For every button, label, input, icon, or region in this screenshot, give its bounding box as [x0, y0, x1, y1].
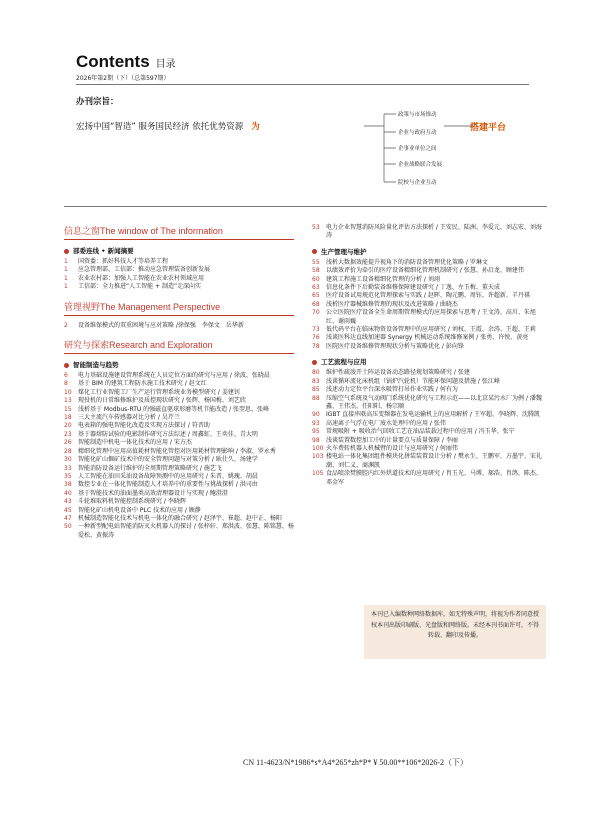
toc-entry-title: 浅谈医科达直线加速器 Synergy 机械运动系统维修案例 / 张勇、许悦、黄亮 [326, 334, 529, 342]
toc-page-number: 65 [312, 292, 320, 300]
toc-entry-title: 煤化工行业智能工厂生产运行管理系统业务模型研究 / 姜建钊 [78, 388, 240, 396]
toc-entry [64, 275, 294, 283]
toc-entry-title: 精细化管理中应用高值耗材智能化管控对医用耗材管理影响 / 李淑、罗永秀 [78, 447, 276, 455]
toc-entry [64, 481, 294, 489]
toc-entry [64, 422, 294, 430]
mission-title: 办刊宗旨： [76, 97, 119, 107]
toc-page-number: 80 [312, 369, 320, 377]
toc-entry-title: 机械制造智能化技术与机电一体化的融合研究 / 赵泽宇、崔超、赵中正、杨阳 [78, 514, 282, 522]
cn-code: CN 11-4623/N*1986*s*A4*265*zh*P* ¥ 50.00**106*2026-2（下） [243, 758, 469, 767]
toc-page-number: 40 [64, 489, 72, 497]
section-management [64, 300, 294, 316]
toc-entry-title: 浅析医疗器械维修管理的现状及改进策略 / 曲晓杰 [326, 300, 458, 308]
subsection-process: 工艺流程与应用 [312, 357, 547, 366]
toc-page-number: 105 [312, 470, 324, 478]
section-management-en: The Management Perspective [100, 301, 221, 312]
contents-title-zh: 目录 [155, 59, 176, 70]
toc-entry-title: 浅析基于 Modbus-RTU 的强磁直驱球形磨等机节能改造 / 张翌思、张峰 [78, 405, 269, 413]
toc-entry [64, 406, 294, 414]
toc-entry [312, 395, 547, 412]
left-column [64, 224, 294, 540]
toc-entry [64, 397, 294, 405]
toc-entry-title: 智能化矿山掘矿技术中的安全管理问题与对策分析 / 耿仕久、汤建学 [78, 456, 258, 464]
toc-entry-title: 浅述动力定位平台深水吸管打吊作业实践 / 何有为 [326, 386, 458, 394]
toc-page-number: 63 [312, 284, 320, 292]
toc-entry-title: 斗轮堆取料机智能控制系统研究 / 李晓辉 [78, 498, 186, 506]
toc-entry-title: 应急管理部、工信部：推动应急管理装备创新发展 [78, 266, 211, 274]
toc-page-number: 83 [312, 377, 320, 385]
toc-entry-title: 电表箱的强电智能化改造及实现方法探讨 / 符晋助 [78, 422, 210, 430]
mission-slogan [76, 120, 260, 132]
process-list [312, 369, 547, 487]
toc-entry-title: 基于智能技术的油面墨类高效清理器设计与实现 / 鲍澄澄 [78, 489, 228, 497]
contents-title: Contents [76, 52, 150, 71]
toc-entry-title: 火车费转机器人机械臂的设计与应用研究 / 何丽伟 [326, 444, 458, 452]
copyright-notice: 本刊已入编数种网络数据库，如无特殊声明，将视为作者同意授权本刊出版印刷版、光盘版和网络版。未经本刊书面许可，不得转载、翻印及传播。 [364, 605, 546, 659]
production-list [312, 259, 547, 351]
toc-entry [64, 380, 294, 388]
research-list [64, 372, 294, 540]
section-management-zh: 管理视野 [64, 302, 101, 313]
toc-entry [312, 309, 547, 326]
toc-page-number: 53 [312, 224, 320, 231]
mission-platform: 搭建平台 [470, 123, 507, 133]
toc-page-number: 98 [312, 436, 320, 444]
toc-page-number: 26 [64, 439, 72, 447]
toc-page-number: 70 [312, 309, 320, 317]
toc-page-number: 95 [312, 428, 320, 436]
mission-divider [64, 206, 547, 207]
toc-page-number: 50 [64, 523, 72, 531]
header-divider [76, 84, 529, 85]
mission-branch-5: 院校与企业互动 [398, 180, 437, 186]
toc-page-number: 78 [312, 342, 320, 350]
toc-entry [64, 389, 294, 397]
toc-entry-title: 工信部：全力推进“人工智能 + 制造”走深向实 [78, 283, 202, 291]
toc-entry-title: 智能消防设备运行维护的全周期管理策略研究 / 施艺飞 [78, 464, 222, 472]
toc-entry-title: 医疗设备试用规范化管理探索与实践 / 赵晖、陶元鹏、周钰、许超新、羊丹祺 [326, 292, 530, 300]
toc-entry-title: 基于 BIM 的建筑工程防水施工技术研究 / 赵文红 [78, 380, 207, 388]
toc-page-number: 76 [312, 334, 320, 342]
toc-page-number: 55 [312, 258, 320, 266]
toc-page-number: 68 [312, 300, 320, 308]
toc-entry [64, 448, 294, 456]
toc-page-number: 35 [64, 472, 72, 480]
toc-entry [312, 437, 547, 445]
toc-page-number: 8 [64, 380, 68, 388]
toc-entry-title: 三大主流汽车传感器对比分析 / 吴芹兰 [78, 414, 180, 422]
toc-entry-title: 电力企业智慧消防风险量化评估方法探析 / 王安民、陆洲、李爱元、刘志宏、刘海涛 [326, 224, 542, 240]
toc-entry [312, 343, 547, 351]
management-list [64, 322, 294, 330]
toc-entry-title: 信息化条件下后勤装备维修保障建设研究 / 丁逸、左玉梅、董天成 [326, 284, 500, 292]
toc-entry-title: 设备维保模式的双重困境与应对策略 /徐保强 李保文 岳华新 [78, 321, 244, 329]
toc-entry [64, 490, 294, 498]
toc-entry [64, 439, 294, 447]
section-research [64, 338, 294, 354]
toc-page-number: 15 [64, 405, 72, 413]
toc-entry-title: 楼电站一体化集团组件模块化拼装装置设计分析 / 樊永生、王鹏军、方墨宇、宋礼潮、刘仁义、商渊凯 [326, 453, 542, 469]
continued-list [312, 224, 547, 241]
toc-page-number: 18 [64, 414, 72, 422]
toc-entry-title: 常规吸附 + 吸收治气回收工艺在油品装载过程中的应用 / 冯玉华、张宁 [326, 428, 515, 436]
toc-entry [64, 523, 294, 540]
toc-entry-title: 高速离子气浮在电厂废水处理中的应用 / 张伟 [326, 419, 446, 427]
toc-page-number: 47 [64, 514, 72, 522]
subsection-news: 部委连线 • 新闻摘要 [64, 246, 294, 255]
toc-page-number: 1 [64, 266, 68, 274]
toc-page-number: 6 [64, 372, 68, 380]
toc-entry [312, 276, 547, 284]
toc-page-number: 85 [312, 386, 320, 394]
toc-entry [64, 283, 294, 291]
toc-entry-title: 低代码平台在临床物资设备管理中的应用研究 / 刘权、王霞、余涛、王超、王莉 [326, 326, 536, 334]
slogan-text: 宏扬中国“智造” 服务国民经济 依托优势资源 [76, 122, 244, 132]
toc-page-number: 90 [312, 411, 320, 419]
section-info-window [64, 224, 294, 240]
toc-page-number: 43 [64, 498, 72, 506]
toc-entry [312, 292, 547, 300]
toc-page-number: 38 [64, 481, 72, 489]
toc-page-number: 88 [312, 394, 320, 402]
toc-entry-title: 医院医疗设备维修管理现状分析与策略优化 / 彭向锋 [326, 342, 464, 350]
subsection-smart-manufacturing: 智能制造与趋势 [64, 360, 294, 369]
toc-entry [312, 301, 547, 309]
mission-branch-1: 政策与市场推动 [398, 112, 437, 118]
news-list [64, 258, 294, 292]
toc-entry-title: 食品喷涂焚膜腔内红外烘道技术的应用研究 / 肖玉光、马博、郝浩、肖鸽、陈杰、邓金军 [326, 470, 542, 486]
subsection-production: 生产管理与维护 [312, 247, 547, 256]
mission-branch-2: 企业与政府互动 [398, 130, 437, 136]
toc-entry-title: 智能化矿山机电设备中 PLC 技术的应用 / 顾静 [78, 506, 201, 514]
toc-page-number: 60 [312, 275, 320, 283]
toc-entry-title: 电力基础设施建设管理系统在人员定位方面的研究与应用 / 徐波、张晓晨 [78, 372, 270, 380]
mission-branch-3: 企事业单位之间 [398, 146, 437, 152]
toc-page-number: 45 [64, 506, 72, 514]
toc-entry-title: 国资委：抓好科技人才等培养工程 [78, 258, 169, 265]
toc-entry [64, 507, 294, 515]
toc-entry-title: 数控专业在一体化智能制造人才培养中的重要性与挑战探析 / 洪司由 [78, 481, 258, 489]
toc-entry-title: 智能制造中机电一体化技术的应用 / 宋方杰 [78, 439, 192, 447]
toc-entry [312, 420, 547, 428]
toc-entry-title: 浅谈装置数控加工中的计量要点与质量保障 / 李丽 [326, 436, 458, 444]
toc-entry [64, 498, 294, 506]
toc-page-number: 13 [64, 397, 72, 405]
toc-entry-title: 建筑工程施工设备精细化管理的分析 / 刘翊 [326, 275, 440, 283]
toc-page-number: 33 [64, 464, 72, 472]
toc-entry [312, 386, 547, 394]
toc-entry-title: 农业农村部：加强人工智能在农业农村领域应用 [78, 274, 205, 282]
toc-page-number: 1 [64, 258, 68, 265]
toc-page-number: 28 [64, 447, 72, 455]
toc-page-number: 10 [64, 388, 72, 396]
section-info-window-en: The window of The information [100, 226, 223, 236]
issue-info: 2026年第2期（下）（总第597期） [76, 75, 170, 82]
toc-entry [312, 411, 547, 419]
toc-entry [312, 224, 547, 241]
slogan-wei: 为 [251, 122, 260, 132]
toc-entry [312, 428, 547, 436]
toc-page-number: 73 [312, 326, 320, 334]
toc-entry [64, 266, 294, 274]
toc-entry-title: 浅谈循环流化床机组（锅炉汽轮机）节能环保问题及措施 / 张江峰 [326, 377, 500, 385]
toc-entry [64, 322, 294, 330]
toc-page-number: 1 [64, 274, 68, 282]
toc-page-number: 1 [64, 283, 68, 291]
toc-entry-title: 现役机的日常维修维护及质控现状研究 / 张辉、杨国梅、刘艺欣 [78, 397, 246, 405]
toc-page-number: 93 [312, 419, 320, 427]
toc-entry-title: 以绩效评价为牵引的医疗设备精细化管理机制研究 / 张慧、孙启龙、顾建伟 [326, 267, 524, 275]
toc-entry [312, 453, 547, 470]
toc-page-number: 100 [312, 444, 324, 452]
toc-entry-title: 压缩空气系统及气动阀门系统优化研究与工程示范——以北京某污水厂为例 / 潘魏鑫、王伟杰、任阳阳、杨宗顺 [326, 394, 542, 410]
section-info-window-zh: 信息之窗 [64, 227, 101, 237]
toc-entry [312, 369, 547, 377]
toc-page-number: 103 [312, 453, 324, 461]
toc-entry-title: 人工智能在油田采油设备故障预测中的应用研究 / 朱晋、姚瑰、胡晨 [78, 472, 258, 480]
right-column [312, 224, 547, 487]
toc-page-number: 2 [64, 321, 68, 329]
toc-entry [312, 334, 547, 342]
toc-entry [64, 465, 294, 473]
section-research-zh: 研究与探索 [64, 341, 110, 352]
toc-entry [312, 259, 547, 267]
section-research-en: Research and Exploration [109, 340, 213, 351]
toc-entry-title: 浅析大数据效能提升视角下的消防设备管理优化策略 / 罗琳文 [326, 258, 488, 266]
toc-entry [312, 267, 547, 275]
contents-header [76, 52, 176, 82]
toc-entry-title: 公立医院医疗设备全生命周期管理模式的应用探索与思考 / 王文涛、高川、朱旭红、谢雨巍 [326, 309, 536, 325]
toc-entry-title: IGBT 直接串联高压变频器在发电运输机上的应用解析 / 王军超、李晓辉、沈腾凯 [326, 411, 540, 419]
toc-entry [312, 470, 547, 487]
toc-entry [64, 456, 294, 464]
toc-entry-title: 一种新型配电站智能消防灭火机器人的探讨 / 张梓轩、郑洪波、张慧、陈铭慧、杨爱松、黄振涛 [78, 523, 294, 539]
mission-branch-4: 企业战略联合发展 [398, 162, 443, 168]
toc-page-number: 58 [312, 267, 320, 275]
toc-entry [312, 378, 547, 386]
toc-page-number: 30 [64, 456, 72, 464]
toc-entry-title: 维护性疏浚开土阵运设备动态路径规划策略研究 / 张建 [326, 369, 470, 377]
toc-page-number: 23 [64, 430, 72, 438]
toc-entry-title: 基于器熔防试验的电影制作研究方法综述 / 周鑫虹、王奕佳、青大明 [78, 430, 258, 438]
toc-page-number: 20 [64, 422, 72, 430]
